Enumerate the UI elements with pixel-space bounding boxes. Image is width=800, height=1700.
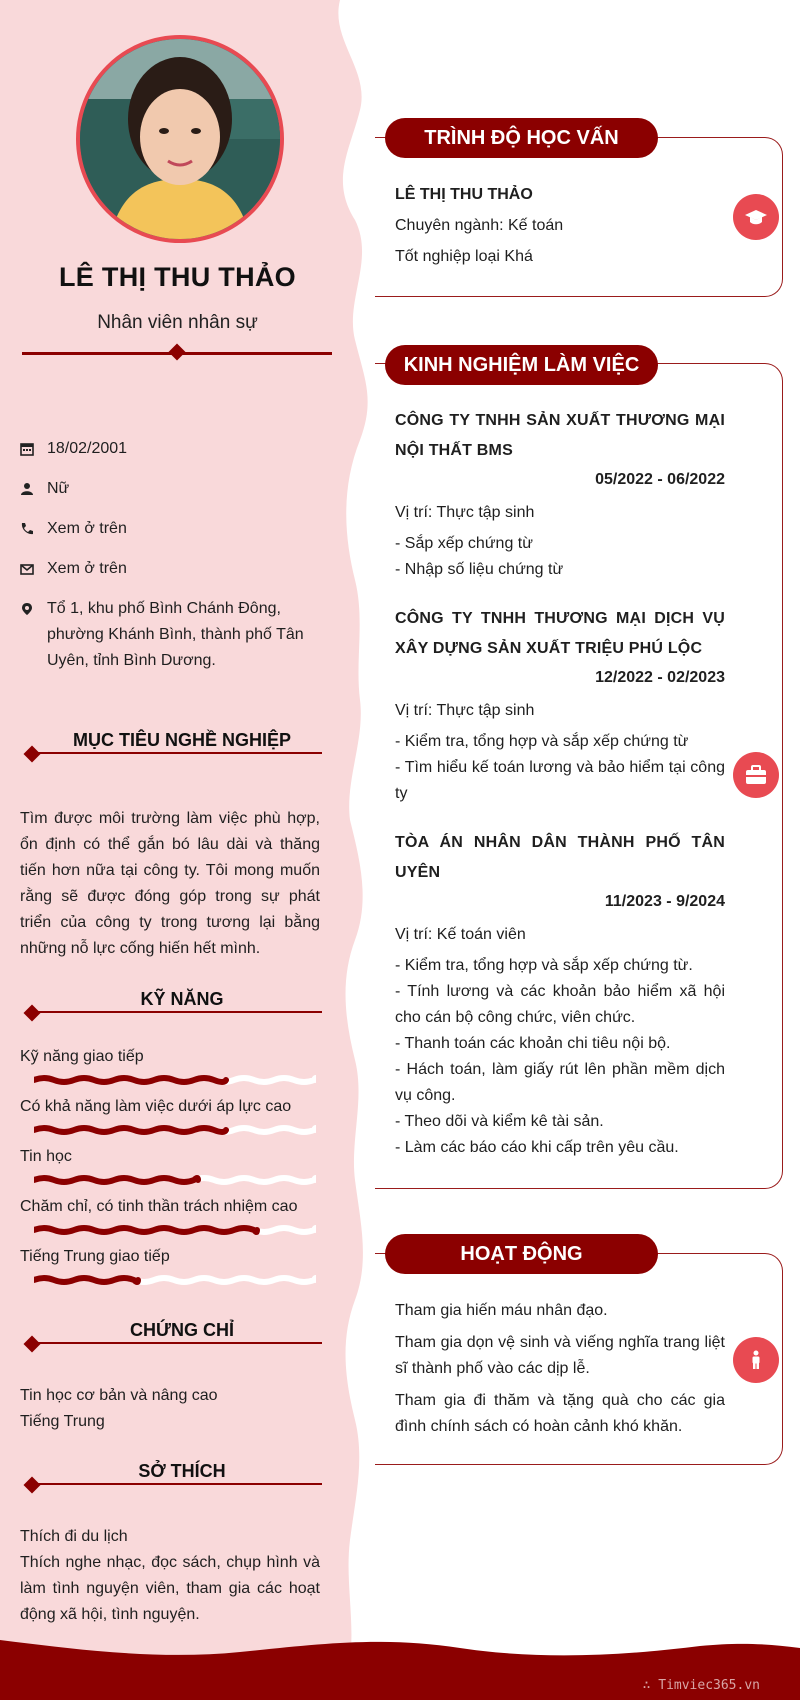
hobbies-heading: SỞ THÍCH xyxy=(22,1463,322,1487)
education-major: Chuyên ngành: Kế toán xyxy=(395,217,564,234)
job-company: CÔNG TY TNHH SẢN XUẤT THƯƠNG MẠI NỘI THẤT BMS xyxy=(395,412,725,459)
duty-item: - Theo dõi và kiểm kê tài sản. xyxy=(395,1113,604,1130)
hobby-item: Thích nghe nhạc, đọc sách, chụp hình và làm tình nguyện viên, tham gia các hoạt động xã hội, tình nguyện. xyxy=(20,1554,320,1623)
experience-badge xyxy=(733,752,779,798)
skill-item xyxy=(20,1046,320,1068)
activities-heading: HOẠT ĐỘNG xyxy=(385,1234,658,1274)
skill-name: Tin học xyxy=(20,1148,72,1165)
education-badge xyxy=(733,194,779,240)
duty-item: - Làm các báo cáo khi cấp trên yêu cầu. xyxy=(395,1139,679,1156)
skill-bar-fill xyxy=(34,1078,226,1082)
skill-bar-fill xyxy=(34,1278,138,1282)
job-position: Vị trí: Thực tập sinh xyxy=(395,504,535,521)
duty-item: - Hách toán, làm giấy rút lên phần mềm dịch vụ công. xyxy=(395,1061,725,1104)
activity-item: Tham gia hiến máu nhân đạo. xyxy=(395,1302,608,1319)
job-period: 11/2023 - 9/2024 xyxy=(604,893,725,910)
hobby-item: Thích đi du lịch xyxy=(20,1528,128,1545)
email-icon xyxy=(20,562,34,576)
contact-gender: Nữ xyxy=(20,476,320,502)
skill-name: Tiếng Trung giao tiếp xyxy=(20,1248,170,1265)
skill-bar-fill xyxy=(34,1228,257,1232)
skill-bar-fill xyxy=(34,1128,226,1132)
job-title: Nhân viên nhân sự xyxy=(97,312,258,333)
experience-heading: KINH NGHIỆM LÀM VIỆC xyxy=(385,345,658,385)
activities-badge xyxy=(733,1337,779,1383)
duty-item: - Tìm hiểu kế toán lương và bảo hiểm tại công ty xyxy=(395,759,725,802)
skill-level-bar xyxy=(34,1274,316,1286)
education-grade: Tốt nghiệp loại Khá xyxy=(395,248,533,265)
briefcase-icon xyxy=(745,764,767,786)
candidate-name: LÊ THỊ THU THẢO xyxy=(59,262,296,292)
skill-item xyxy=(20,1246,320,1268)
activity-item: Tham gia dọn vệ sinh và viếng nghĩa trang liệt sĩ thành phố vào các dịp lễ. xyxy=(395,1334,725,1377)
graduation-cap-icon xyxy=(745,206,767,228)
skill-name: Kỹ năng giao tiếp xyxy=(20,1048,144,1065)
contact-phone: Xem ở trên xyxy=(20,516,320,542)
brand-watermark: ∴ Timviec365.vn xyxy=(642,1678,760,1693)
certificate-item: Tiếng Trung xyxy=(20,1413,105,1430)
certificates-list xyxy=(20,1383,320,1435)
job-position: Vị trí: Kế toán viên xyxy=(395,926,526,943)
contact-birthday: 18/02/2001 xyxy=(20,436,320,462)
job-position: Vị trí: Thực tập sinh xyxy=(395,702,535,719)
activity-item: Tham gia đi thăm và tặng quà cho các gia đình chính sách có hoàn cảnh khó khăn. xyxy=(395,1392,725,1435)
skill-item xyxy=(20,1196,320,1218)
skill-item xyxy=(20,1096,320,1118)
skill-level-bar xyxy=(34,1224,316,1236)
education-heading: TRÌNH ĐỘ HỌC VẤN xyxy=(385,118,658,158)
person-icon xyxy=(20,482,34,496)
person-standing-icon xyxy=(745,1349,767,1371)
duty-item: - Thanh toán các khoản chi tiêu nội bộ. xyxy=(395,1035,671,1052)
objective-heading: MỤC TIÊU NGHỀ NGHIỆP xyxy=(22,732,322,756)
job-duties xyxy=(395,953,725,1161)
skill-bar-fill xyxy=(34,1178,198,1182)
activities-list xyxy=(395,1298,725,1446)
skill-level-bar xyxy=(34,1174,316,1186)
phone-icon xyxy=(20,522,34,536)
duty-item: - Sắp xếp chứng từ xyxy=(395,535,533,552)
skill-level-bar xyxy=(34,1074,316,1086)
education-details xyxy=(395,179,735,272)
name-divider xyxy=(22,352,332,355)
avatar xyxy=(76,35,284,243)
duty-item: - Kiểm tra, tổng hợp và sắp xếp chứng từ. xyxy=(395,957,693,974)
certificate-item: Tin học cơ bản và nâng cao xyxy=(20,1387,218,1404)
location-icon xyxy=(20,602,34,616)
contact-address: Tổ 1, khu phố Bình Chánh Đông, phường Khánh Bình, thành phố Tân Uyên, tỉnh Bình Dương. xyxy=(20,596,320,674)
job-company: TÒA ÁN NHÂN DÂN THÀNH PHỐ TÂN UYÊN xyxy=(395,834,725,881)
job-duties xyxy=(395,729,725,807)
skill-item xyxy=(20,1146,320,1168)
objective-text: Tìm được môi trường làm việc phù hợp, ổn định có thể gắn bó lâu dài và thăng tiến hơn nữa tại công ty. Tôi mong muốn rằng sẽ được đóng góp trong sự phát triển của công ty trong tương lại bằng những nỗ lực cống hiến hết mình. xyxy=(20,810,320,957)
job-period: 12/2022 - 02/2023 xyxy=(595,669,725,686)
skill-level-bar xyxy=(34,1124,316,1136)
duty-item: - Kiểm tra, tổng hợp và sắp xếp chứng từ xyxy=(395,733,689,750)
duty-item: - Nhập số liệu chứng từ xyxy=(395,561,564,578)
skill-name: Có khả năng làm việc dưới áp lực cao xyxy=(20,1098,292,1115)
skills-heading: KỸ NĂNG xyxy=(22,991,322,1015)
duty-item: - Tính lương và các khoản bảo hiểm xã hội cho cán bộ công chức, viên chức. xyxy=(395,983,725,1026)
education-school: LÊ THỊ THU THẢO xyxy=(395,186,533,203)
job-company: CÔNG TY TNHH THƯƠNG MẠI DỊCH VỤ XÂY DỰNG SẢN XUẤT TRIỆU PHÚ LỘC xyxy=(395,610,725,657)
job-duties xyxy=(395,531,725,583)
certificates-heading: CHỨNG CHỈ xyxy=(22,1322,322,1346)
avatar-photo xyxy=(80,39,280,239)
contact-email: Xem ở trên xyxy=(20,556,320,582)
job-period: 05/2022 - 06/2022 xyxy=(595,471,725,488)
hobbies-list xyxy=(20,1524,320,1628)
skill-name: Chăm chỉ, có tinh thần trách nhiệm cao xyxy=(20,1198,298,1215)
calendar-icon xyxy=(20,442,34,456)
